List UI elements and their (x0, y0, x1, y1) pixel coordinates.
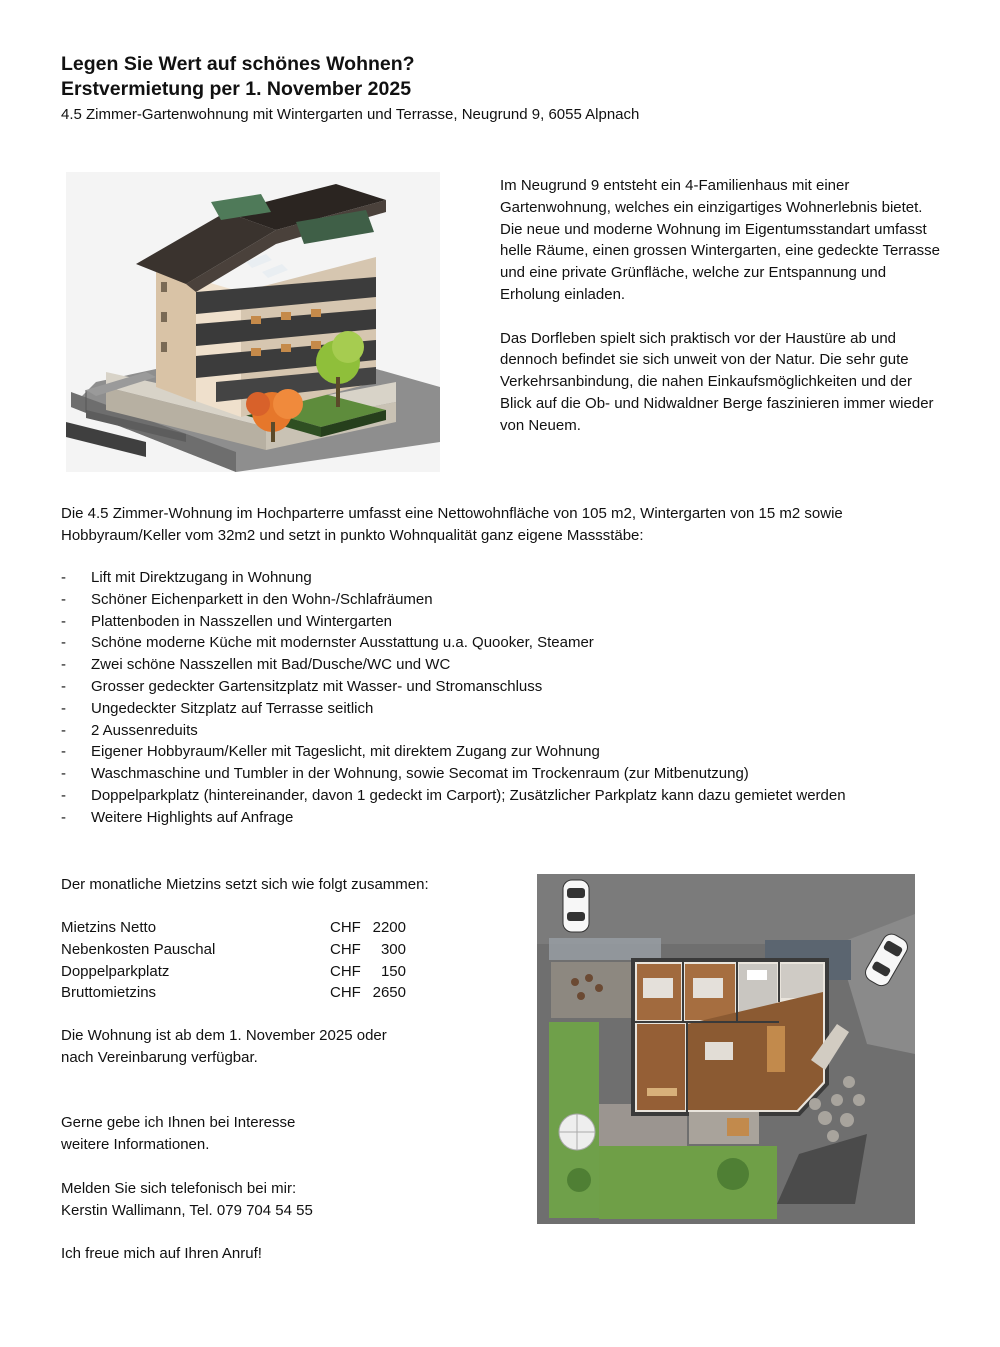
list-item (61, 785, 961, 807)
feature-list (61, 567, 961, 829)
rent-amount: 300 (380, 940, 406, 958)
info-line: Gerne gebe ich Ihnen bei Interesse (61, 1114, 296, 1131)
feature-text: Schöne moderne Küche mit modernster Ausstattung u.a. Quooker, Steamer (91, 634, 594, 652)
availability-line: nach Vereinbarung verfügbar. (61, 1048, 258, 1066)
rent-label: Mietzins Netto (61, 919, 157, 936)
table-row (61, 982, 406, 1004)
list-dash: - (61, 590, 66, 608)
apartment-description: Die 4.5 Zimmer-Wohnung im Hochparterre umfasst eine Nettowohnfläche von 105 m2, Wintergarten von 15 m2 sowie Hobbyraum/Keller vom 32m2 und setzt in punkto Wohnqualität ganz eigene Massstäbe: (61, 505, 843, 544)
floor-plan (537, 874, 915, 1224)
page-title: Legen Sie Wert auf schönes Wohnen? (61, 53, 415, 75)
feature-text: Waschmaschine und Tumbler in der Wohnung, sowie Secomat im Trockenraum (zur Mitbenutzung) (91, 765, 749, 783)
rent-table (61, 917, 406, 1004)
list-dash: - (61, 699, 66, 717)
table-row (61, 939, 406, 961)
feature-text: Weitere Highlights auf Anfrage (91, 808, 294, 826)
list-dash: - (61, 634, 66, 652)
feature-text: 2 Aussenreduits (91, 721, 198, 739)
closing-text: Ich freue mich auf Ihren Anruf! (61, 1245, 262, 1262)
list-item (61, 676, 961, 698)
list-dash: - (61, 786, 66, 804)
rent-amount: 150 (380, 962, 406, 980)
list-item (61, 698, 961, 720)
list-item (61, 611, 961, 633)
list-item (61, 632, 961, 654)
table-row (61, 961, 406, 983)
rent-label: Bruttomietzins (61, 984, 157, 1002)
rent-currency: CHF (330, 962, 361, 980)
feature-text: Doppelparkplatz (hintereinander, davon 1 gedeckt im Carport); Zusätzlicher Parkplatz kann dazu gemietet werden (91, 786, 846, 804)
info-line: weitere Informationen. (61, 1135, 210, 1153)
page-subtitle-date: Erstvermietung per 1. November 2025 (61, 78, 412, 100)
intro-paragraph: Im Neugrund 9 entsteht ein 4-Familienhaus mit einer Gartenwohnung, welches ein einzigartiges Wohnerlebnis bietet. Die neue und moderne Wohnung im Eigentumsstandart umfasst helle Räume, einen grossen Wintergarten, eine gedeckte Terrasse und eine private Grünfläche, welche zur Entspannung und Erholung einladen. (500, 177, 940, 303)
building-rendering (66, 172, 440, 472)
availability-text (61, 1025, 451, 1069)
rent-currency: CHF (330, 919, 361, 936)
list-dash: - (61, 808, 66, 826)
list-item (61, 720, 961, 742)
feature-text: Lift mit Direktzugang in Wohnung (91, 569, 312, 586)
list-dash: - (61, 721, 66, 739)
rent-currency: CHF (330, 940, 361, 958)
feature-text: Zwei schöne Nasszellen mit Bad/Dusche/WC und WC (91, 656, 451, 674)
list-item (61, 763, 961, 785)
contact-line: Melden Sie sich telefonisch bei mir: (61, 1180, 297, 1197)
feature-text: Ungedeckter Sitzplatz auf Terrasse seitlich (91, 699, 374, 717)
list-item (61, 741, 961, 763)
table-row (61, 917, 406, 939)
address-line: 4.5 Zimmer-Gartenwohnung mit Wintergarten und Terrasse, Neugrund 9, 6055 Alpnach (61, 106, 640, 123)
list-item (61, 654, 961, 676)
rent-amount: 2650 (372, 984, 406, 1002)
list-dash: - (61, 569, 66, 586)
info-text (61, 1112, 361, 1156)
car-icon (563, 880, 589, 932)
list-item (61, 807, 961, 829)
rent-intro: Der monatliche Mietzins setzt sich wie folgt zusammen: (61, 876, 429, 893)
list-dash: - (61, 677, 66, 695)
list-dash: - (61, 656, 66, 674)
contact-phone: Kerstin Wallimann, Tel. 079 704 54 55 (61, 1201, 313, 1219)
intro-text (500, 175, 940, 437)
availability-line: Die Wohnung ist ab dem 1. November 2025 oder (61, 1027, 387, 1044)
feature-text: Eigener Hobbyraum/Keller mit Tageslicht, mit direktem Zugang zur Wohnung (91, 743, 600, 761)
list-dash: - (61, 765, 66, 783)
contact-text (61, 1178, 313, 1222)
feature-text: Grosser gedeckter Gartensitzplatz mit Wasser- und Stromanschluss (91, 677, 543, 695)
list-item (61, 567, 961, 589)
rent-amount: 2200 (372, 919, 406, 936)
rent-label: Doppelparkplatz (61, 962, 170, 980)
intro-paragraph: Das Dorfleben spielt sich praktisch vor der Haustüre ab und dennoch befindet sie sich unweit von der Natur. Die sehr gute Verkehrsanbindung, die nahen Einkaufsmöglichkeiten und der Blick auf die Ob- und Nidwaldner Berge faszinieren immer wieder von Neuem. (500, 329, 934, 434)
rent-currency: CHF (330, 984, 361, 1002)
feature-text: Plattenboden in Nasszellen und Wintergarten (91, 612, 393, 630)
list-dash: - (61, 743, 66, 761)
list-item (61, 589, 961, 611)
feature-text: Schöner Eichenparkett in den Wohn-/Schlafräumen (91, 590, 433, 608)
list-dash: - (61, 612, 66, 630)
rent-label: Nebenkosten Pauschal (61, 940, 216, 958)
